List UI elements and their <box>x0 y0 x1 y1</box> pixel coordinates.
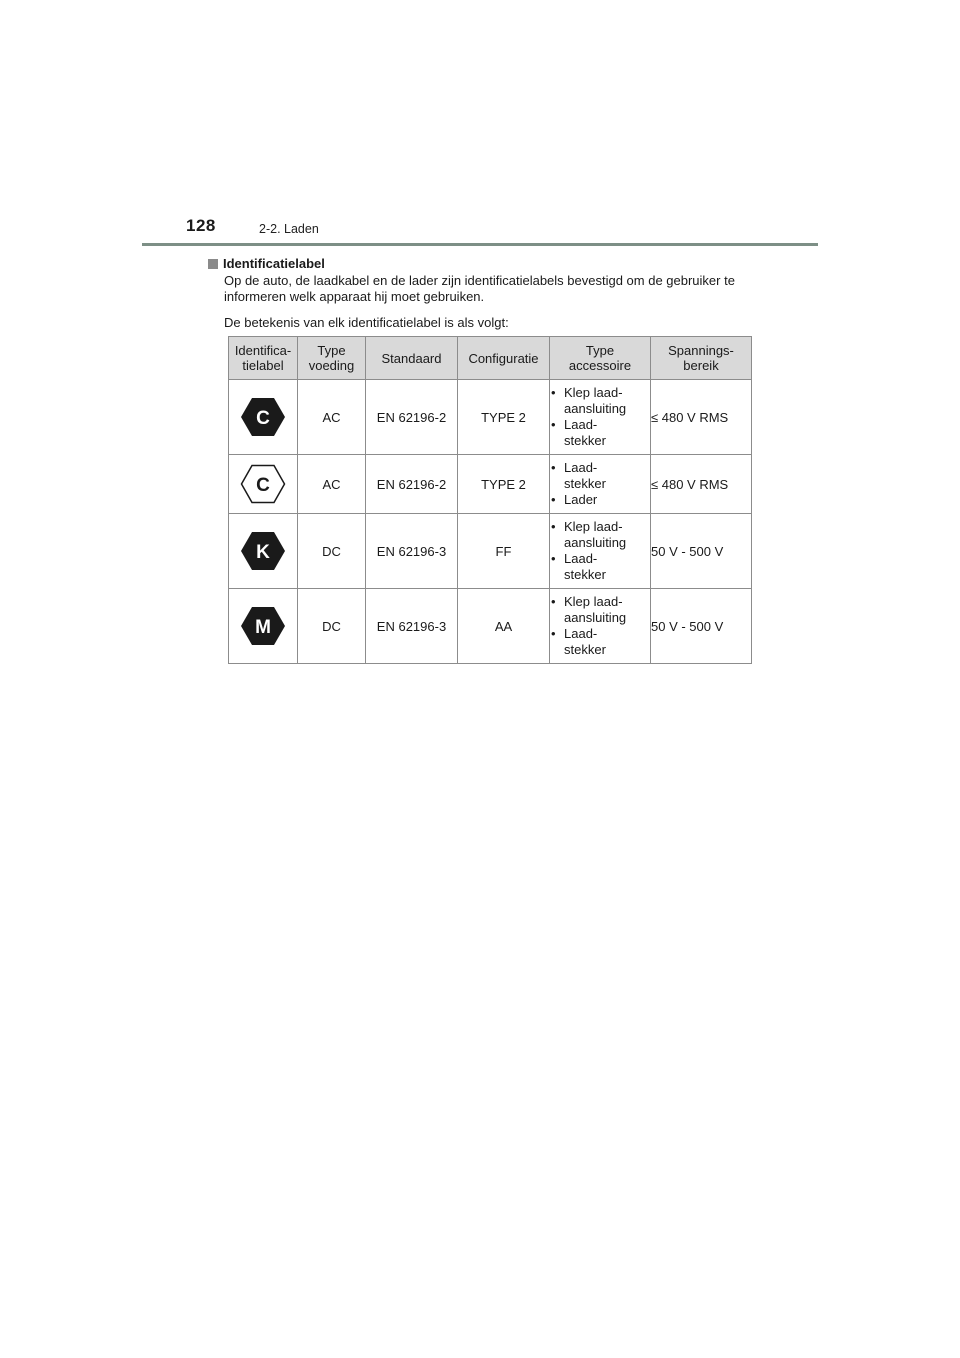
table-intro-paragraph: De betekenis van elk identificatielabel is als volgt: <box>224 315 509 330</box>
accessory-cell <box>550 589 651 664</box>
label-cell <box>229 514 298 589</box>
voltage-cell: 50 V - 500 V <box>651 589 752 664</box>
accessory-item: • Laad- stekker <box>550 417 650 449</box>
standard-cell: EN 62196-3 <box>366 514 458 589</box>
table-row <box>229 455 752 514</box>
standard-cell: EN 62196-2 <box>366 455 458 514</box>
accessory-cell <box>550 514 651 589</box>
table-row <box>229 514 752 589</box>
label-cell <box>229 589 298 664</box>
voltage-cell: ≤ 480 V RMS <box>651 455 752 514</box>
content-block <box>208 256 768 331</box>
section-title: 2-2. Laden <box>259 222 319 236</box>
power-cell: AC <box>298 380 366 455</box>
power-cell: AC <box>298 455 366 514</box>
identification-label-table <box>228 336 752 664</box>
table-row <box>229 589 752 664</box>
page-number: 128 <box>186 216 216 235</box>
standard-cell: EN 62196-3 <box>366 589 458 664</box>
header-voltage: Spannings- bereik <box>651 337 752 380</box>
power-cell: DC <box>298 514 366 589</box>
header-label: Identifica- tielabel <box>229 337 298 380</box>
intro-paragraph: Op de auto, de laadkabel en de lader zijn identificatielabels bevestigd om de gebruiker te informeren welk apparaat hij moet gebruiken. <box>224 273 735 304</box>
svg-text:M: M <box>255 617 271 638</box>
voltage-cell: ≤ 480 V RMS <box>651 380 752 455</box>
accessory-item: • Klep laad- aansluiting <box>550 519 650 551</box>
accessory-item: • Klep laad- aansluiting <box>550 594 650 626</box>
subsection-heading-text: Identificatielabel <box>223 256 325 271</box>
accessory-item: • Laad- stekker <box>550 626 650 658</box>
svg-text:K: K <box>256 542 270 563</box>
subsection-heading <box>208 256 768 271</box>
config-cell: TYPE 2 <box>458 455 550 514</box>
accessory-cell <box>550 455 651 514</box>
hexagon-k-filled-icon <box>240 531 286 571</box>
square-bullet-icon <box>208 259 218 269</box>
svg-text:C: C <box>256 408 270 429</box>
accessory-cell <box>550 380 651 455</box>
header-accessory: Type accessoire <box>550 337 651 380</box>
accessory-item: • Lader <box>550 492 650 508</box>
accessory-item: • Klep laad- aansluiting <box>550 385 650 417</box>
svg-text:C: C <box>256 475 270 496</box>
power-cell: DC <box>298 589 366 664</box>
hexagon-c-filled-icon <box>240 397 286 437</box>
voltage-cell: 50 V - 500 V <box>651 514 752 589</box>
label-cell <box>229 455 298 514</box>
header-rule <box>142 243 818 246</box>
accessory-item: • Laad- stekker <box>550 551 650 583</box>
label-cell <box>229 380 298 455</box>
table-row <box>229 380 752 455</box>
header-standard: Standaard <box>366 337 458 380</box>
config-cell: TYPE 2 <box>458 380 550 455</box>
header-power: Type voeding <box>298 337 366 380</box>
table-header-row <box>229 337 752 380</box>
hexagon-c-outline-icon <box>240 464 286 504</box>
config-cell: AA <box>458 589 550 664</box>
config-cell: FF <box>458 514 550 589</box>
hexagon-m-filled-icon <box>240 606 286 646</box>
standard-cell: EN 62196-2 <box>366 380 458 455</box>
header-config: Configuratie <box>458 337 550 380</box>
accessory-item: • Laad- stekker <box>550 460 650 492</box>
